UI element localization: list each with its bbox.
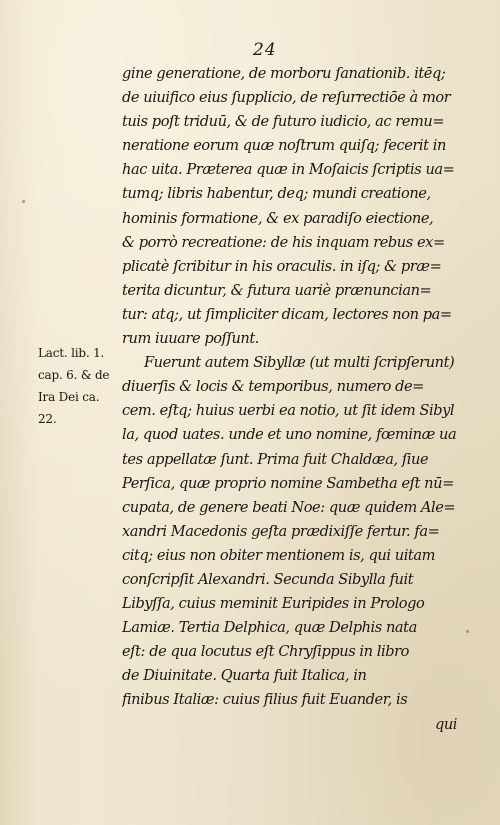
- body-text: [122, 62, 457, 737]
- text-line: hominis formatione, & ex paradiſo eiectione,: [122, 209, 434, 227]
- text-line: eſt: de qua locutus eſt Chryſippus in libro: [122, 643, 409, 661]
- text-line: xandri Macedonis geſta prædixiſſe fertur. fa=: [122, 522, 440, 540]
- text-line: tumq; libris habentur, deq; mundi creatione,: [122, 185, 431, 203]
- text-line: cupata, de genere beati Noe: quæ quidem Ale=: [122, 498, 456, 516]
- margin-note-line: Ira Dei ca.: [38, 390, 100, 404]
- text-line: Lamiæ. Tertia Delphica, quæ Delphis nata: [122, 619, 417, 637]
- text-line: Libyſſa, cuius meminit Euripides in Prologo: [122, 595, 425, 613]
- margin-note-line: cap. 6. & de: [38, 368, 110, 382]
- text-line: gine generatione, de morboru ſanationib. itēq;: [122, 65, 446, 82]
- margin-note: [38, 342, 122, 430]
- text-line: Perſica, quæ proprio nomine Sambetha eſt nū=: [122, 474, 454, 492]
- text-line: tes appellatæ ſunt. Prima fuit Chaldæa, ſiue: [122, 450, 429, 468]
- margin-note-line: Lact. lib. 1.: [38, 346, 105, 360]
- paragraph-start-line: Fuerunt autem Sibyllæ (ut multi ſcripſerunt): [144, 354, 455, 372]
- margin-note-line: 22.: [38, 412, 57, 426]
- catchword: qui: [434, 715, 457, 733]
- text-line: conſcripſit Alexandri. Secunda Sibylla fuit: [122, 570, 414, 588]
- text-line: de uiuifico eius ſupplicio, de reſurrectiōe à mor: [122, 89, 451, 107]
- text-line: & porrò recreatione: de his inquam rebus ex=: [122, 233, 445, 251]
- text-line: tur: atq;, ut ſimpliciter dicam, lectores non pa=: [122, 305, 452, 323]
- text-line: hac uita. Præterea quæ in Moſaicis ſcriptis ua=: [122, 161, 455, 179]
- text-line: diuerſis & locis & temporibus, numero de=: [122, 378, 424, 396]
- text-line: la, quod uates. unde et uno nomine, fœminæ ua: [122, 426, 457, 444]
- text-line: cem. eſtq; huius uerbi ea notio, ut ſit idem Sibyl: [122, 402, 455, 420]
- text-line: terita dicuntur, & futura uariè prænuncian=: [122, 281, 432, 299]
- text-line: finibus Italiæ: cuius filius fuit Euander, is: [122, 691, 408, 709]
- text-line: citq; eius non obiter mentionem is, qui uitam: [122, 546, 435, 564]
- text-line: tuis poſt triduū, & de futuro iudicio, ac remu=: [122, 113, 445, 131]
- page-number: 24: [253, 40, 277, 60]
- text-line: neratione eorum quæ noſtrum quiſq; fecerit in: [122, 137, 446, 155]
- text-line: de Diuinitate. Quarta fuit Italica, in: [122, 667, 367, 685]
- paper-speck: [466, 630, 469, 633]
- text-line: plicatè ſcribitur in his oraculis. in iſq; & præ=: [122, 257, 442, 275]
- paper-speck: [22, 200, 25, 203]
- text-line: rum iuuare poſſunt.: [122, 330, 259, 348]
